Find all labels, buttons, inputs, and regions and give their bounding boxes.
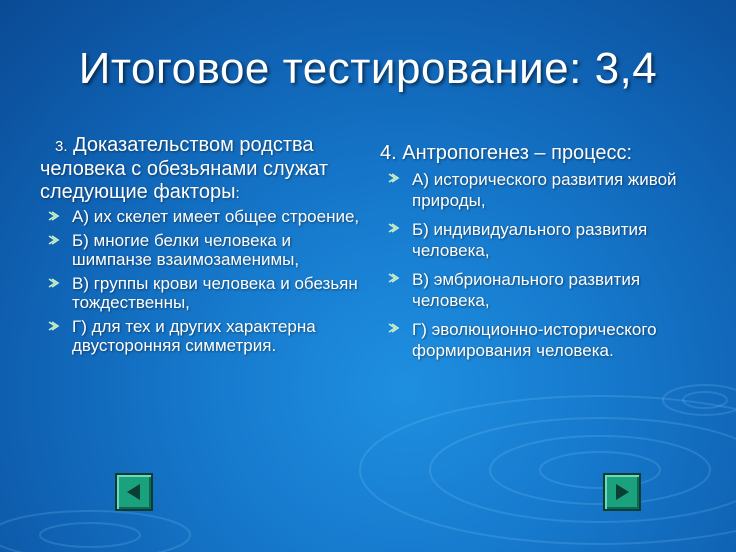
question-3-column	[40, 134, 360, 360]
list-item: Б) индивидуального развития человека,	[380, 219, 720, 261]
chevron-right-bullet-icon	[386, 271, 400, 285]
triangle-right-icon	[612, 482, 632, 502]
chevron-right-bullet-icon	[46, 276, 60, 290]
chevron-right-bullet-icon	[386, 221, 400, 235]
question-4-heading	[380, 136, 720, 171]
list-item: Б) многие белки человека и шимпанзе взаимозаменимы,	[40, 231, 360, 269]
chevron-right-bullet-icon	[46, 319, 60, 333]
chevron-right-bullet-icon	[386, 321, 400, 335]
question-4-options	[380, 169, 720, 361]
list-item: В) эмбрионального развития человека,	[380, 269, 720, 311]
question-4-column	[380, 136, 720, 369]
question-4-number: 4.	[380, 142, 397, 164]
previous-slide-button[interactable]	[115, 473, 153, 511]
question-3-number: 3.	[55, 138, 68, 155]
list-item: В) группы крови человека и обезьян тождественны,	[40, 274, 360, 312]
question-4-text: Антропогенез – процесс:	[402, 142, 633, 164]
question-3-options	[40, 207, 360, 355]
question-3-heading	[40, 134, 360, 205]
chevron-right-bullet-icon	[46, 209, 60, 223]
chevron-right-bullet-icon	[46, 233, 60, 247]
question-3-text: Доказательством родства человека с обезьянами служат следующие факторы	[40, 134, 329, 203]
list-item: Г) для тех и других характерна двусторонняя симметрия.	[40, 317, 360, 355]
question-3-suffix: :	[235, 185, 240, 202]
next-slide-button[interactable]	[603, 473, 641, 511]
list-item: А) их скелет имеет общее строение,	[40, 207, 360, 226]
chevron-right-bullet-icon	[386, 171, 400, 185]
list-item: А) исторического развития живой природы,	[380, 169, 720, 211]
slide-title: Итоговое тестирование: 3,4	[78, 44, 658, 93]
triangle-left-icon	[124, 482, 144, 502]
list-item: Г) эволюционно-исторического формирования человека.	[380, 319, 720, 361]
